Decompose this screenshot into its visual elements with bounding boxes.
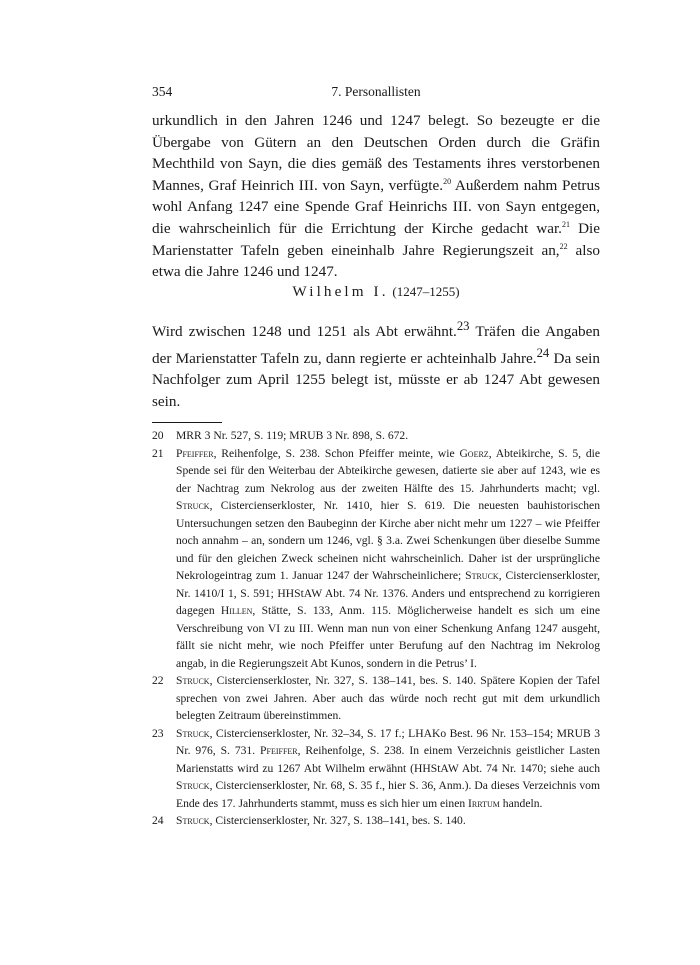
author-name: Pfeiffer (176, 446, 214, 460)
section-heading (152, 283, 600, 301)
footnote-23 (152, 725, 600, 813)
footnote-ref-23[interactable]: 23 (456, 319, 470, 333)
footnote-number: 23 (152, 726, 164, 740)
footnote-text: , Reihenfolge, S. 238. Schon Pfeiffer meinte, wie (213, 446, 460, 460)
author-name: Struck (465, 569, 499, 582)
footnote-number: 21 (152, 446, 164, 460)
footnote-text: MRR 3 Nr. 527, S. 119; MRUB 3 Nr. 898, S. 672. (176, 429, 409, 442)
footnote-24 (152, 812, 600, 830)
footnote-text: , Stätte, S. 133, Anm. 115. Möglicherweise handelt es sich um eine Verschreibung von VI zu III. Wenn man nun von einer Schenkung Anfang 1247 ausgeht, fällt sie nicht mehr, wie noch Pfeiffer unter Berufung auf den Nachtrag im Nekrolog angab, in die Regierungszeit Abt Kunos, sondern in die Petrus’ I. (176, 604, 600, 670)
section-text-3: Da sein Nachfolger zum April 1255 belegt ist, müsste er ab 1247 Abt gewesen sein. (152, 349, 600, 410)
author-name: Struck (176, 779, 210, 792)
footnote-text: , Cistercienserkloster, Nr. 1410, hier S. 619. Die neuesten bauhistorischen Untersuchungen setzen den Baubeginn der Kirche aber nicht mehr um 1227 – wie Pfeiffer noch annahm – an, sondern um 1246, vgl. § 3.a. Zwei Schenkungen über dieselbe Summe und für den gleichen Zweck scheinen nicht wahrscheinlich. Daher ist der ursprüngliche Nekrologeintrag zum 1. Januar 1247 der Wahrscheinlichere; (176, 499, 600, 582)
author-name: Goerz (459, 446, 489, 460)
footnote-text: , Cistercienserkloster, Nr. 68, S. 35 f., hier S. 36, Anm.). Da dieses Verzeichnis vom Ende des 17. Jahrhunderts stammt, muss es sich hier um einen (176, 779, 600, 810)
footnote-text: , Cistercienserkloster, Nr. 1410/I 1, S. 591; HHStAW Abt. 74 Nr. 1376. Anders und entsprechend zu korrigieren dagegen (176, 569, 601, 617)
footnote-text: , Cistercienserkloster, Nr. 327, S. 138–141, bes. S. 140. (209, 814, 466, 827)
footnote-number: 22 (152, 674, 164, 687)
intro-text-2: Außerdem nahm Petrus wohl Anfang 1247 eine Spende Graf Heinrichs III. von Sayn entgegen, die wahrscheinlich für die Errichtung der Kirche gedacht war. (152, 176, 600, 237)
heading-name: Wilhelm I. (292, 283, 389, 300)
footnote-text: , Abteikirche, S. 5, die Spende sei für den Weiterbau der Abteikirche gewesen, datierte sie aber auf 1243, wie es der Nachtrag zum Nekrolog aus der zweiten Hälfte des 15. Jahrhunderts macht; vgl. (176, 446, 600, 495)
emphasis-term: Irrtum (468, 796, 500, 810)
footnote-ref-24[interactable]: 24 (536, 345, 550, 360)
footnote-text: , Cistercienserkloster, Nr. 327, S. 138–141, bes. S. 140. Spätere Kopien der Tafel sprechen von zwei Jahren. Aber auch das würde noch recht gut mit dem urkundlich belegten Zeitraum übereinstimmen. (176, 674, 600, 722)
footnote-ref-21[interactable]: 21 (561, 219, 570, 229)
running-title: 7. Personallisten (331, 84, 421, 99)
section-paragraph-block (152, 316, 600, 413)
footnote-ref-20[interactable]: 20 (443, 176, 452, 186)
section-paragraph (152, 316, 600, 413)
footnote-22 (152, 672, 600, 725)
heading-years: (1247–1255) (392, 284, 460, 299)
author-name: Struck (176, 499, 210, 512)
footnote-20 (152, 427, 600, 445)
footnotes (152, 427, 600, 830)
footnote-number: 24 (152, 814, 164, 827)
intro-text-4: also etwa die Jahre 1246 und 1247. (152, 241, 600, 281)
footnote-number: 20 (152, 429, 164, 442)
section-text-2: Träfen die Angaben der Marienstatter Tafeln zu, dann regierte er achteinhalb Jahre. (152, 323, 600, 367)
page-number: 354 (152, 84, 173, 99)
intro-text-3: Die Marienstatter Tafeln geben eineinhalb Jahre Regierungszeit an, (152, 219, 600, 259)
section-text-1: Wird zwischen 1248 und 1251 als Abt erwähnt. (152, 323, 457, 341)
footnote-21 (152, 445, 600, 673)
footnote-text: , Cistercienserkloster, Nr. 32–34, S. 17 f.; LHAKo Best. 96 Nr. 153–154; MRUB 3 Nr. 976, S. 731. (176, 726, 600, 757)
footnote-ref-22[interactable]: 22 (559, 241, 568, 251)
running-header (152, 84, 600, 104)
footnote-text: , Reihenfolge, S. 238. In einem Verzeichnis geistlicher Lasten Marienstatts wird zu 1267 Abt Wilhelm erwähnt (HHStAW Abt. 74 Nr. 1470; siehe auch (176, 744, 601, 775)
author-name: Pfeiffer (260, 744, 298, 757)
intro-text-1: urkundlich in den Jahren 1246 und 1247 belegt. So bezeugte er die Übergabe von Gütern an den Deutschen Orden durch die Gräfin Mechthild von Sayn, die dies gemäß des Testaments ihres verstorbenen Mannes, Graf Heinrich III. von Sayn, verfügte. (152, 112, 600, 194)
intro-paragraph (152, 110, 600, 283)
intro-paragraph-block (152, 110, 600, 283)
author-name: Hillen (220, 604, 253, 617)
author-name: Struck (176, 814, 210, 827)
author-name: Struck (176, 674, 210, 687)
footnote-text: handeln. (499, 796, 543, 810)
author-name: Struck (176, 726, 210, 740)
footnote-separator (152, 422, 222, 423)
